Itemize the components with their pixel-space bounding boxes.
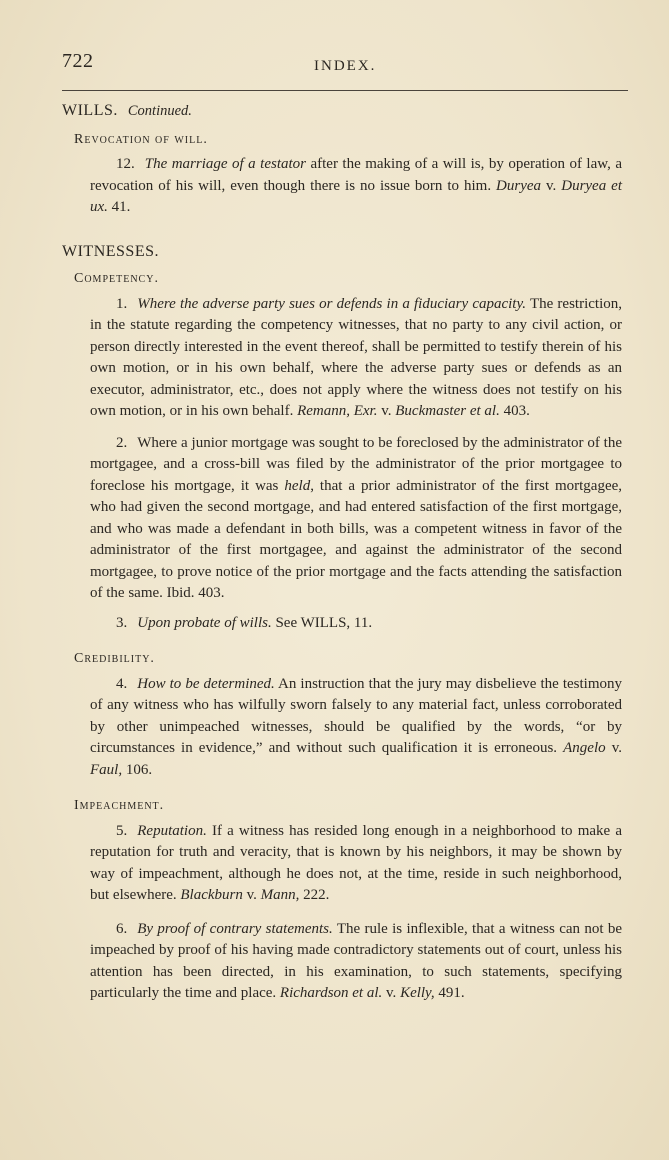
page-number: 722 xyxy=(62,50,94,72)
page-header xyxy=(62,44,628,74)
index-entry: 4. How to be determined. An instruction that the jury may disbelieve the testimony of any witness who has wilfully sworn falsely to any material fact, unless corroborated by other unimpeached witnesses, should be qualified by the words, “or by circumstances in evidence,” and without such qualification it is erroneous. Angelo v. Faul, 106. xyxy=(90,675,623,778)
subheading-credibility: Credibility. xyxy=(74,651,155,666)
index-content xyxy=(62,100,622,1005)
section-heading-wills: WILLS. Continued. xyxy=(62,102,192,119)
subheading-competency: Competency. xyxy=(74,271,159,286)
section-heading-witnesses: WITNESSES. xyxy=(62,242,159,260)
header-rule xyxy=(62,90,628,91)
index-entry: 6. By proof of contrary statements. The rule is inflexible, that a witness can not be impeached by proof of his having made contradictory statements out of court, unless his attention has been directed, in his examination, to such statements, specifying particularly the time and place. Richardson et al. v. Kelly, 491. xyxy=(90,920,622,1001)
index-entry: 2. Where a junior mortgage was sought to be foreclosed by the administrator of the mortgagee, and a cross-bill was filed by the administrator of the prior mortgagee to foreclose his mortgage, it was held, that a prior administrator of the first mortgagee, who had given the second mortgage, and had entered satisfaction of the first mortgage, and who was made a defendant in both bills, was a competent witness in favor of the administrator of the first mortgagee, and against the administrator of the second mortgagee, to prove notice of the prior mortgage and the facts attending the satisfaction of the same. Ibid. 403. xyxy=(90,434,623,601)
index-entry: 5. Reputation. If a witness has resided long enough in a neighborhood to make a reputation for truth and veracity, that is known by his neighbors, it may be shown by way of impeachment, although he does not, at the time, reside in such neighborhood, but elsewhere. Blackburn v. Mann, 222. xyxy=(90,822,622,903)
index-entry: 3. Upon probate of wills. See WILLS, 11. xyxy=(116,614,373,631)
index-entry: 12. The marriage of a testator after the making of a will is, by operation of law, a revocation of his will, even though there is no issue born to him. Duryea v. Duryea et ux. 41. xyxy=(90,156,623,215)
continued-label: Continued. xyxy=(127,103,192,119)
index-entry: 1. Where the adverse party sues or defends in a fiduciary capacity. The restriction, in the statute regarding the competency witnesses, that no party to any civil action, or person directly interested in the event thereof, shall be permitted to testify therein of his own motion, or in his own behalf, where the adverse party sues or defends as an executor, administrator, etc., does not apply where the witness does not testify on his own motion, or in his own behalf. Remann, Exr. v. Buckmaster et al. 403. xyxy=(90,295,622,419)
subheading-revocation: Revocation of will. xyxy=(74,131,208,147)
subheading-impeachment: Impeachment. xyxy=(74,798,165,813)
running-head: INDEX. xyxy=(314,58,377,74)
